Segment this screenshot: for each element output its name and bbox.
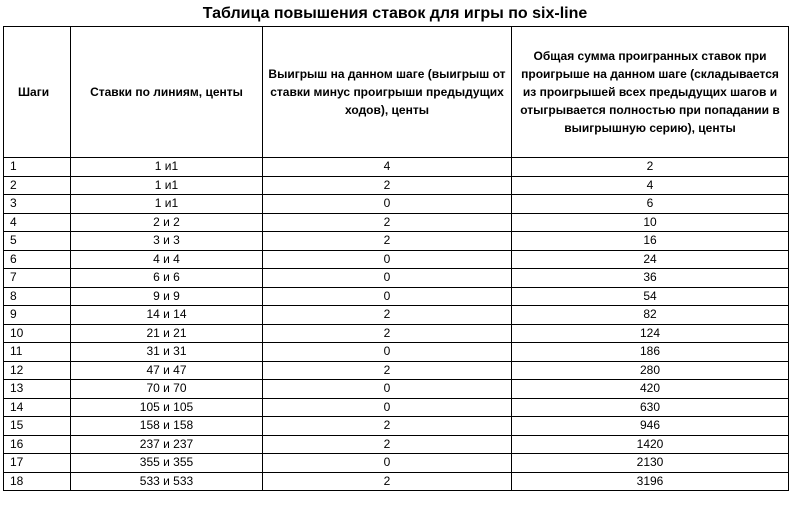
cell-bets: 3 и 3: [71, 232, 263, 251]
cell-total: 24: [512, 250, 789, 269]
cell-bets: 4 и 4: [71, 250, 263, 269]
cell-win: 2: [263, 213, 512, 232]
cell-total: 16: [512, 232, 789, 251]
table-row: [4, 213, 789, 232]
cell-total: 946: [512, 417, 789, 436]
cell-bets: 6 и 6: [71, 269, 263, 288]
cell-win: 0: [263, 380, 512, 399]
cell-step: 16: [4, 435, 71, 454]
cell-win: 2: [263, 306, 512, 325]
cell-win: 2: [263, 361, 512, 380]
cell-bets: 14 и 14: [71, 306, 263, 325]
cell-total: 82: [512, 306, 789, 325]
cell-bets: 21 и 21: [71, 324, 263, 343]
table-row: [4, 232, 789, 251]
cell-bets: 158 и 158: [71, 417, 263, 436]
cell-total: 420: [512, 380, 789, 399]
cell-win: 4: [263, 158, 512, 177]
cell-total: 4: [512, 176, 789, 195]
cell-total: 2: [512, 158, 789, 177]
cell-win: 2: [263, 472, 512, 491]
cell-win: 0: [263, 343, 512, 362]
cell-step: 7: [4, 269, 71, 288]
cell-total: 54: [512, 287, 789, 306]
cell-step: 1: [4, 158, 71, 177]
table-header-row: [4, 27, 789, 158]
cell-step: 18: [4, 472, 71, 491]
table-row: [4, 417, 789, 436]
table-row: [4, 343, 789, 362]
cell-win: 2: [263, 232, 512, 251]
cell-win: 0: [263, 250, 512, 269]
cell-win: 0: [263, 398, 512, 417]
cell-win: 2: [263, 324, 512, 343]
cell-total: 2130: [512, 454, 789, 473]
cell-bets: 2 и 2: [71, 213, 263, 232]
cell-step: 8: [4, 287, 71, 306]
header-total-lost: Общая сумма проигранных ставок при проигрыше на данном шаге (складывается из проигрышей всех предыдущих шагов и отыгрывается полностью при попадании в выигрышную серию), центы: [512, 27, 789, 158]
table-row: [4, 195, 789, 214]
cell-bets: 1 и1: [71, 176, 263, 195]
table-row: [4, 176, 789, 195]
table-row: [4, 398, 789, 417]
table-row: [4, 380, 789, 399]
cell-win: 0: [263, 269, 512, 288]
cell-step: 5: [4, 232, 71, 251]
cell-step: 12: [4, 361, 71, 380]
cell-bets: 9 и 9: [71, 287, 263, 306]
cell-step: 13: [4, 380, 71, 399]
cell-bets: 355 и 355: [71, 454, 263, 473]
cell-win: 2: [263, 417, 512, 436]
cell-step: 10: [4, 324, 71, 343]
table-row: [4, 472, 789, 491]
cell-total: 10: [512, 213, 789, 232]
table-row: [4, 324, 789, 343]
cell-bets: 533 и 533: [71, 472, 263, 491]
header-bets: Ставки по линиям, центы: [71, 27, 263, 158]
cell-step: 17: [4, 454, 71, 473]
cell-win: 0: [263, 287, 512, 306]
cell-step: 11: [4, 343, 71, 362]
cell-total: 36: [512, 269, 789, 288]
cell-step: 9: [4, 306, 71, 325]
cell-bets: 70 и 70: [71, 380, 263, 399]
header-step: Шаги: [4, 27, 71, 158]
cell-bets: 47 и 47: [71, 361, 263, 380]
table-row: [4, 287, 789, 306]
betting-table: [3, 26, 789, 491]
cell-bets: 105 и 105: [71, 398, 263, 417]
table-body: [4, 158, 789, 491]
cell-bets: 237 и 237: [71, 435, 263, 454]
cell-step: 6: [4, 250, 71, 269]
cell-step: 4: [4, 213, 71, 232]
cell-bets: 1 и1: [71, 158, 263, 177]
table-row: [4, 250, 789, 269]
cell-total: 3196: [512, 472, 789, 491]
cell-win: 2: [263, 435, 512, 454]
cell-total: 6: [512, 195, 789, 214]
cell-total: 630: [512, 398, 789, 417]
cell-step: 3: [4, 195, 71, 214]
table-row: [4, 158, 789, 177]
cell-step: 15: [4, 417, 71, 436]
cell-win: 2: [263, 176, 512, 195]
cell-step: 14: [4, 398, 71, 417]
cell-bets: 31 и 31: [71, 343, 263, 362]
cell-win: 0: [263, 454, 512, 473]
cell-win: 0: [263, 195, 512, 214]
cell-total: 124: [512, 324, 789, 343]
table-row: [4, 454, 789, 473]
page-title: Таблица повышения ставок для игры по six-line: [202, 5, 588, 22]
table-row: [4, 435, 789, 454]
cell-total: 186: [512, 343, 789, 362]
table-row: [4, 306, 789, 325]
table-row: [4, 269, 789, 288]
header-win: Выигрыш на данном шаге (выигрыш от ставки минус проигрыши предыдущих ходов), центы: [263, 27, 512, 158]
cell-total: 1420: [512, 435, 789, 454]
cell-bets: 1 и1: [71, 195, 263, 214]
cell-step: 2: [4, 176, 71, 195]
table-row: [4, 361, 789, 380]
cell-total: 280: [512, 361, 789, 380]
